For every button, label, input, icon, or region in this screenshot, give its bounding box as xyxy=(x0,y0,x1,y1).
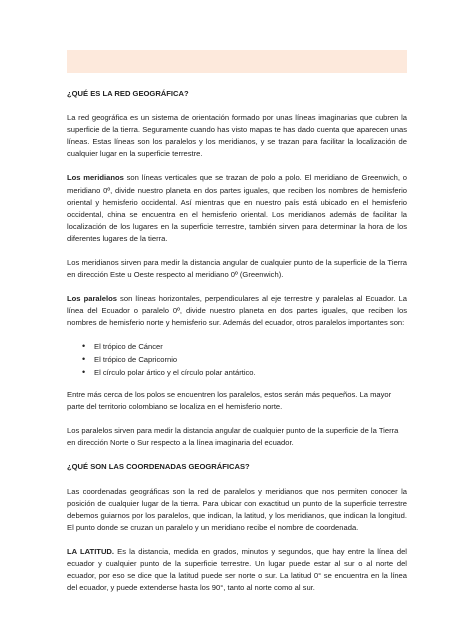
header-banner xyxy=(67,50,407,73)
document-body xyxy=(67,88,407,606)
paragraph-paralelos xyxy=(67,293,407,329)
term-meridianos: Los meridianos xyxy=(67,173,124,183)
term-latitud: LA LATITUD. xyxy=(67,546,115,556)
paragraph-latitud xyxy=(67,546,407,594)
term-paralelos: Los paralelos xyxy=(67,294,117,304)
paragraph-paralelos-medida: Los paralelos sirven para medir la distancia angular de cualquier punto de la superficie de la Tierra en dirección Norte o Sur respecto a la línea imaginaria del ecuador. xyxy=(67,426,399,448)
paragraph-meridianos-medida: Los meridianos sirven para medir la distancia angular de cualquier punto de la superficie de la Tierra en dirección Este u Oeste respecto al meridiano 0º (Greenwich). xyxy=(67,258,407,280)
paragraph-paralelos-text: son líneas horizontales, perpendiculares al eje terrestre y paralelas al Ecuador. La línea del Ecuador o paralelo 0º, divide nuestro planeta en dos partes iguales, que reciben los nombres de hemisferio norte y hemisferio sur. Además del ecuador, otros paralelos importantes son: xyxy=(67,294,407,328)
list-item: • El trópico de Capricornio xyxy=(94,353,407,366)
heading-red-geografica: ¿QUÉ ES LA RED GEOGRÁFICA? xyxy=(67,89,189,98)
paragraph-coordenadas: Las coordenadas geográficas son la red de paralelos y meridianos que nos permiten conocer la posición de cualquier lugar de la tierra. Para ubicar con exactitud un punto de la superficie terrestre debemos guiarnos por los paralelos, que indican, la latitud, y los meridianos, que indican la longitud. El punto donde se cruzan un paralelo y un meridiano recibe el nombre de coordenada. xyxy=(67,486,407,532)
paragraph-intro: La red geográfica es un sistema de orientación formado por unas líneas imaginarias que cubren la superficie de la tierra. Seguramente cuando has visto mapas te has dado cuenta que aparecen unas líneas. Estas líneas son los paralelos y los meridianos, y se trazan para facilitar la localización de cualquier lugar en la superficie terrestre. xyxy=(67,113,407,159)
heading-coordenadas: ¿QUÉ SON LAS COORDENADAS GEOGRÁFICAS? xyxy=(67,462,250,472)
paragraph-meridianos-text: son líneas verticales que se trazan de polo a polo. El meridiano de Greenwich, o meridiano 0º, divide nuestro planeta en dos partes iguales, que reciben los nombres de hemisferio oriental y hemisferio occidental. Así mientras que en nuestro país está ubicado en el hemisferio occidental, china se encuentra en el hemisferio oriental. Los meridianos además de facilitar la localización de los lugares en la superficie terrestre, también sirven para determinar la hora de los diferentes lugares de la tierra. xyxy=(67,173,407,243)
paragraph-polos: Entre más cerca de los polos se encuentren los paralelos, estos serán más pequeños. La mayor parte del territorio colombiano se localiza en el hemisferio norte. xyxy=(67,390,392,412)
paragraph-latitud-text: Es la distancia, medida en grados, minutos y segundos, que hay entre la línea del ecuador y cualquier punto de la superficie terrestre. Un lugar puede estar al sur o al norte del ecuador, por eso se dice que la latitud puede ser norte o sur. La latitud 0° se encuentra en la línea del ecuador, y puede extenderse hasta los 90°, tanto al norte como al sur. xyxy=(67,546,407,593)
paragraph-meridianos xyxy=(67,172,407,245)
list-item: • El círculo polar ártico y el círculo polar antártico. xyxy=(94,366,407,379)
paralelos-list xyxy=(67,340,407,380)
list-item: • El trópico de Cáncer xyxy=(94,340,407,353)
